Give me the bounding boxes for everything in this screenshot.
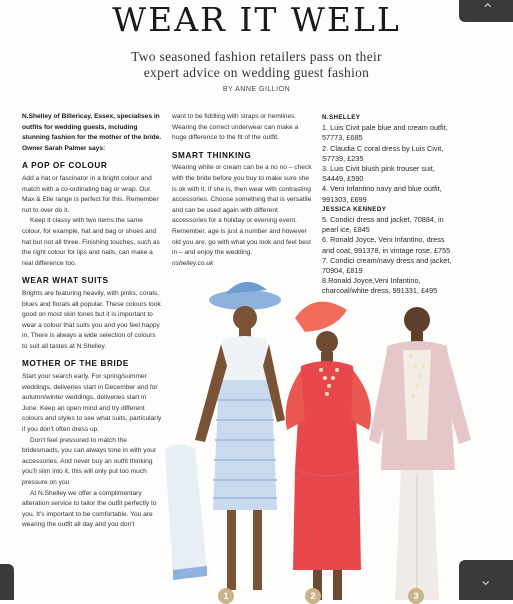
intro-paragraph: N.Shelley of Billericay, Essex, specialises in outfits for wedding guests, including stunning fashion for the mother of the bride. Owner Sarah Palmer says: [22, 113, 162, 152]
list-item: 3. Luis Civit blush pink trouser suit, S4449, £590 [322, 164, 435, 184]
side-scroll-handle[interactable] [0, 564, 14, 600]
heading-wear-what-suits: WEAR WHAT SUITS [22, 276, 109, 286]
article-subtitle [60, 49, 453, 81]
byline: BY ANNE GILLION [222, 86, 291, 93]
list-item: 2. Claudia C coral dress by Luis Civit, S7739, £235 [322, 143, 444, 163]
list-item: 4. Veni Infantino navy and blue outfit, 991303, £699 [322, 184, 442, 204]
photo-number-3: 3 [408, 588, 424, 604]
heading-mother-of-the-bride: MOTHER OF THE BRIDE [22, 359, 129, 369]
column-1 [22, 112, 162, 531]
list-item: 5. Condici dress and jacket, 70884, in pearl ice, £845 [322, 215, 444, 235]
column-2 [172, 112, 312, 269]
next-page-button[interactable] [459, 560, 513, 600]
paragraph: Add a hat or fascinator in a bright colour and match with a co-ordinating bag or wrap. Our Max & Elle range is perfect for this. Remember not to over do it. [22, 174, 159, 214]
paragraph: want to be fiddling with straps or hemlines. Wearing the correct underwear can make a huge difference to the fit of the outfit. [172, 113, 299, 142]
model-coral-dress [286, 302, 371, 600]
paragraph: Start your search early. For spring/summer weddings, deliveries start in December and for autumn/winter weddings, deliveries start in June. Keep an open mind and try different colours and styles to see what suits, particularly if you don't often dress up. [22, 373, 162, 434]
heading-smart-thinking: SMART THINKING [172, 150, 252, 160]
models-illustration [155, 270, 513, 600]
subtitle-line-2: expert advice on wedding guest fashion [143, 65, 370, 80]
paragraph: At N.Shelley we offer a complimentary alteration service to tailor the outfit perfectly to you. It's important to be comfortable. You are wearing the outfit all day and you don't [22, 489, 157, 529]
heading-n-shelley: N.SHELLEY [322, 114, 361, 121]
list-item: 6. Ronald Joyce, Veni Infantino, dress and coat, 991378, in vintage rose, £755 [322, 235, 451, 255]
heading-jessica-kennedy: JESSICA KENNEDY [322, 205, 387, 213]
photo-number-2: 2 [305, 588, 321, 604]
list-item: 1. Luis Civit pale blue and cream outfit, 57773, £685 [322, 123, 448, 143]
website-link[interactable]: nshelley.co.uk [172, 259, 214, 267]
chevron-up-icon: ⌃ [481, 2, 495, 19]
list-item: 7. Condici cream/navy dress and jacket, 70904, £819 [322, 255, 452, 276]
fashion-photo [155, 270, 513, 600]
paragraph: Wearing white or cream can be a no no – check with the bride before you buy to make sure she is ok with it. If she is, then wear with contrasting accessories. Choose something that is versatile and can be used again with different accessories for a holiday or evening event. Remember, age is just a number and however old you are, go with what you look and feel best in – and enjoy the wedding. [172, 164, 312, 257]
chevron-down-icon: ⌄ [479, 572, 493, 589]
model-blush-suit [369, 307, 471, 600]
previous-page-button[interactable] [459, 0, 513, 22]
subtitle-line-1: Two seasoned fashion retailers pass on their [131, 49, 382, 64]
paragraph: Brights are featuring heavily, with pinks, corals, blues and florals all popular. These colours look good on most skin tones but it is important to wear a colour that suits you and you feel happy in. There is always a wide selection of colours to suit all tastes at N.Shelley. [22, 289, 161, 350]
article-title: WEAR IT WELL [112, 0, 401, 39]
paragraph: Don't feel pressured to match the bridesmaids, you can always tone in with your accessories. And never buy an outfit thinking you'll slim into it, this will only put too much pressure on you [22, 436, 157, 486]
list-item: 8.Ronald Joyce,Veni Infantino, charcoal/white dress, 991331, £495 [322, 276, 438, 296]
paragraph: Keep it classy with two items the same colour, for example, hat and bag or shoes and hat but not all three. Finishing touches, such as the right colour for lips and nails, can make a real difference too. [22, 217, 160, 267]
photo-number-1: 1 [218, 588, 234, 604]
heading-pop-of-colour: A POP OF COLOUR [22, 161, 108, 171]
model-blue-outfit [165, 282, 285, 590]
